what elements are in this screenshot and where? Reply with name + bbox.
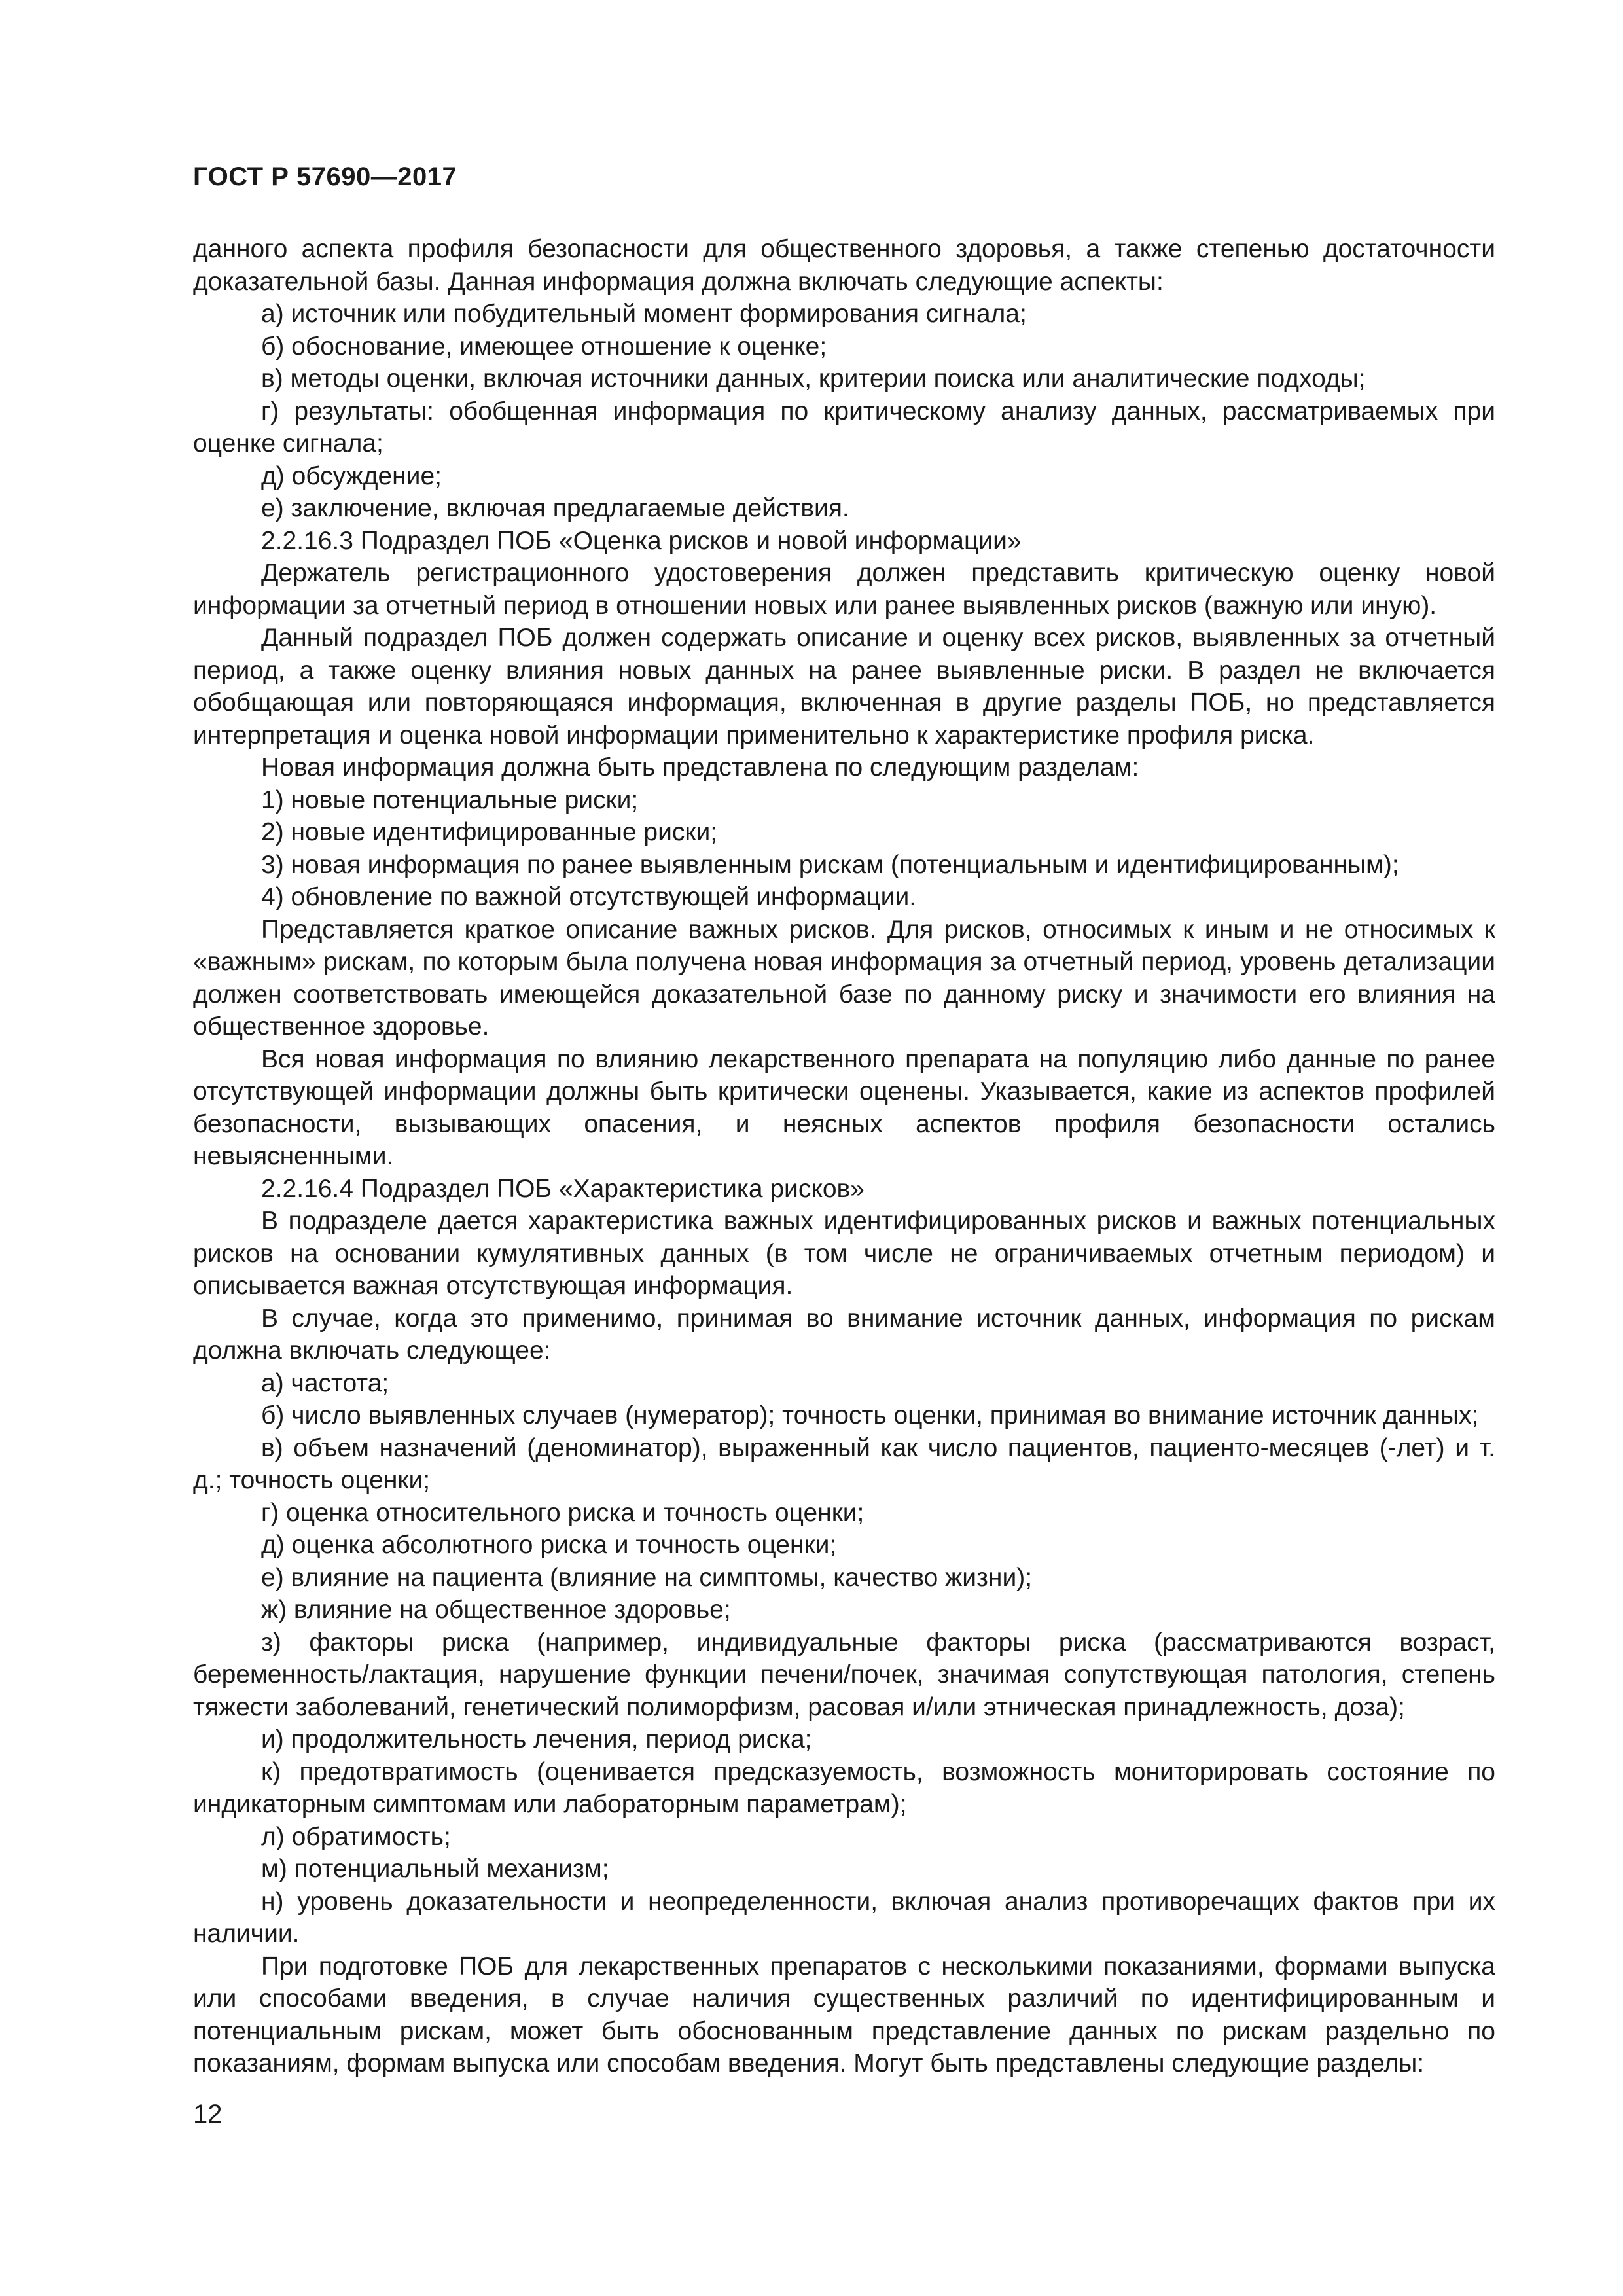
list-item: л) обратимость; <box>261 1822 451 1851</box>
list-item: к) предотвратимость (оценивается предсказуемость, возможность мониторировать состояние по индикаторным симптомам или лабораторным параметрам); <box>193 1757 1495 1818</box>
paragraph: Представляется краткое описание важных рисков. Для рисков, относимых к иным и не относимых к «важным» рискам, по которым была получена новая информация за отчетный период, уровень детализации должен соответствовать имеющейся доказательной базе по данному риску и значимости его влияния на общественное здоровье. <box>193 915 1495 1041</box>
list-item: 4) обновление по важной отсутствующей информации. <box>261 883 917 911</box>
list-item: в) объем назначений (деноминатор), выраженный как число пациентов, пациенто-месяцев (-лет) и т. д.; точность оценки; <box>193 1433 1495 1494</box>
list-item: м) потенциальный механизм; <box>261 1855 609 1883</box>
list-item: а) источник или побудительный момент формирования сигнала; <box>261 300 1027 328</box>
list-item: 3) новая информация по ранее выявленным рискам (потенциальным и идентифицированным); <box>261 850 1399 879</box>
list-item: д) обсуждение; <box>261 461 442 490</box>
document-body <box>193 233 1495 2080</box>
section-heading: 2.2.16.3 Подраздел ПОБ «Оценка рисков и новой информации» <box>261 526 1022 555</box>
list-item: б) число выявленных случаев (нумератор); точность оценки, принимая во внимание источник данных; <box>261 1401 1479 1429</box>
paragraph: В подразделе дается характеристика важных идентифицированных рисков и важных потенциальных рисков на основании кумулятивных данных (в том числе не ограничиваемых отчетным периодом) и описывается важная отсутствующая информация. <box>193 1207 1495 1300</box>
page-number: 12 <box>193 2100 223 2128</box>
list-item: в) методы оценки, включая источники данных, критерии поиска или аналитические подходы; <box>261 365 1366 393</box>
paragraph: В случае, когда это применимо, принимая во внимание источник данных, информация по рискам должна включать следующее: <box>193 1304 1495 1365</box>
list-item: 2) новые идентифицированные риски; <box>261 818 718 846</box>
list-item: д) оценка абсолютного риска и точность оценки; <box>261 1531 837 1559</box>
list-item: г) результаты: обобщенная информация по критическому анализу данных, рассматриваемых при оценке сигнала; <box>193 397 1495 457</box>
list-item: з) факторы риска (например, индивидуальные факторы риска (рассматриваются возраст, беременность/лактация, нарушение функции печени/почек, значимая сопутствующая патология, степень тяжести заболеваний, генетический полиморфизм, расовая и/или этническая принадлежность, доза); <box>193 1628 1495 1721</box>
paragraph: Вся новая информация по влиянию лекарственного препарата на популяцию либо данные по ранее отсутствующей информации должны быть критически оценены. Указывается, какие из аспектов профилей безопасности, вызывающих опасения, и неясных аспектов профиля безопасности остались невыясненными. <box>193 1045 1495 1170</box>
list-item: 1) новые потенциальные риски; <box>261 785 639 814</box>
document-header: ГОСТ Р 57690—2017 <box>193 162 457 191</box>
list-item: н) уровень доказательности и неопределенности, включая анализ противоречащих фактов при их наличии. <box>193 1887 1495 1948</box>
list-item: и) продолжительность лечения, период риска; <box>261 1725 812 1753</box>
section-heading: 2.2.16.4 Подраздел ПОБ «Характеристика рисков» <box>261 1174 865 1203</box>
paragraph: Новая информация должна быть представлена по следующим разделам: <box>261 753 1139 781</box>
paragraph: Данный подраздел ПОБ должен содержать описание и оценку всех рисков, выявленных за отчетный период, а также оценку влияния новых данных на ранее выявленные риски. В раздел не включается обобщающая или повторяющаяся информация, включенная в другие разделы ПОБ, но представляется интерпретация и оценка новой информации применительно к характеристике профиля риска. <box>193 624 1495 749</box>
paragraph: данного аспекта профиля безопасности для общественного здоровья, а также степенью достаточности доказательной базы. Данная информация должна включать следующие аспекты: <box>193 235 1495 296</box>
list-item: е) заключение, включая предлагаемые действия. <box>261 494 849 522</box>
list-item: а) частота; <box>261 1369 389 1397</box>
list-item: г) оценка относительного риска и точность оценки; <box>261 1498 865 1527</box>
list-item: б) обоснование, имеющее отношение к оценке; <box>261 332 827 361</box>
paragraph: При подготовке ПОБ для лекарственных препаратов с несколькими показаниями, формами выпуска или способами введения, в случае наличия существенных различий по идентифицированным и потенциальным рискам, может быть обоснованным представление данных по рискам раздельно по показаниям, формам выпуска или способам введения. Могут быть представлены следующие разделы: <box>193 1952 1495 2077</box>
list-item: ж) влияние на общественное здоровье; <box>261 1596 731 1624</box>
paragraph: Держатель регистрационного удостоверения должен представить критическую оценку новой информации за отчетный период в отношении новых или ранее выявленных рисков (важную или иную). <box>193 559 1495 620</box>
list-item: е) влияние на пациента (влияние на симптомы, качество жизни); <box>261 1563 1033 1592</box>
